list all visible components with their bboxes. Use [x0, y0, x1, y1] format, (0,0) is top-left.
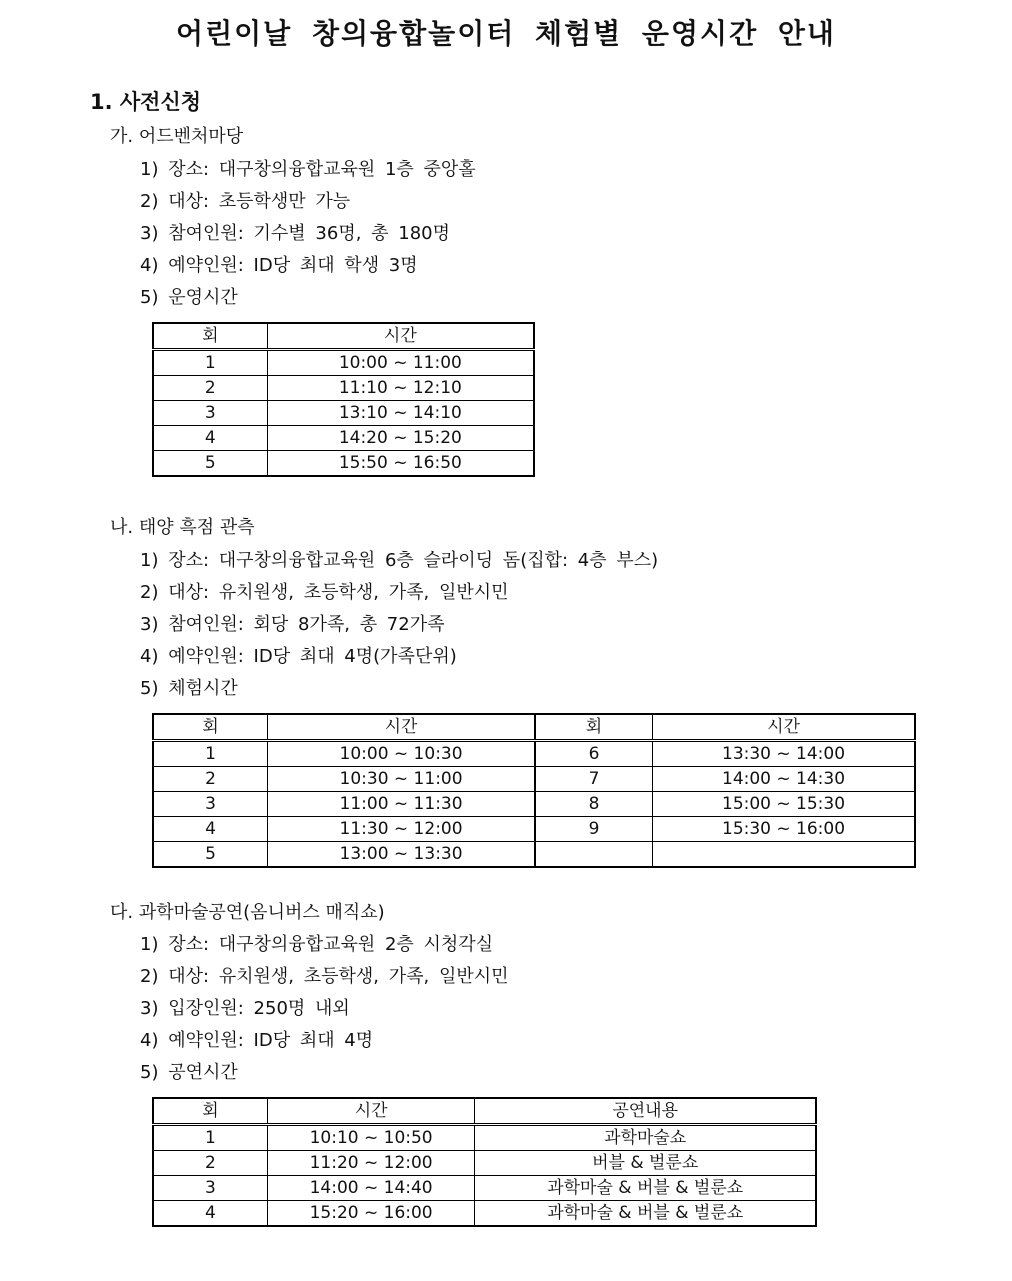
table-row — [153, 1176, 816, 1201]
table-cell: 과학마술 & 버블 & 벌룬쇼 — [475, 1176, 816, 1201]
header-cell: 시간 — [268, 714, 535, 741]
list-item: 1) 장소: 대구창의융합교육원 2층 시청각실 — [140, 934, 494, 955]
subsection-heading-adventure: 가. 어드벤처마당 — [110, 126, 244, 147]
header-cell: 회 — [153, 323, 267, 350]
table-cell: 1 — [153, 1125, 267, 1151]
page-title: 어린이날 창의융합놀이터 체험별 운영시간 안내 — [176, 17, 836, 50]
table-cell: 3 — [153, 1176, 267, 1201]
table-cell: 9 — [535, 817, 653, 842]
table-cell: 4 — [153, 817, 268, 842]
list-item: 3) 입장인원: 250명 내외 — [140, 998, 350, 1019]
table-row — [153, 1125, 816, 1151]
table-cell: 10:00 ~ 10:30 — [268, 741, 535, 767]
list-item: 5) 운영시간 — [140, 287, 238, 308]
list-item: 1) 장소: 대구창의융합교육원 6층 슬라이딩 돔(집합: 4층 부스) — [140, 550, 659, 571]
list-item: 1) 장소: 대구창의융합교육원 1층 중앙홀 — [140, 159, 476, 180]
table-row — [153, 1201, 816, 1227]
table-row — [153, 350, 534, 376]
schedule-table-sunspot — [152, 713, 916, 868]
table-cell: 14:00 ~ 14:40 — [267, 1176, 474, 1201]
table-row — [153, 842, 915, 868]
header-cell: 회 — [153, 714, 268, 741]
table-cell: 15:30 ~ 16:00 — [653, 817, 915, 842]
table-row — [153, 817, 915, 842]
table-cell: 11:30 ~ 12:00 — [268, 817, 535, 842]
table-cell: 7 — [535, 767, 653, 792]
table-cell: 14:20 ~ 15:20 — [267, 426, 534, 451]
table-row — [153, 426, 534, 451]
header-cell: 시간 — [267, 323, 534, 350]
subsection-heading-sunspot: 나. 태양 흑점 관측 — [110, 517, 255, 538]
table-row — [153, 451, 534, 477]
table-row — [153, 741, 915, 767]
table-cell: 과학마술쇼 — [475, 1125, 816, 1151]
list-item: 2) 대상: 유치원생, 초등학생, 가족, 일반시민 — [140, 582, 509, 603]
list-item: 3) 참여인원: 기수별 36명, 총 180명 — [140, 223, 451, 244]
list-item: 4) 예약인원: ID당 최대 4명 — [140, 1030, 374, 1051]
subsection-heading-magic-show: 다. 과학마술공연(옴니버스 매직쇼) — [110, 902, 385, 923]
table-cell: 3 — [153, 792, 268, 817]
table-cell: 10:10 ~ 10:50 — [267, 1125, 474, 1151]
list-item: 4) 예약인원: ID당 최대 학생 3명 — [140, 255, 418, 276]
table-header-row — [153, 1098, 816, 1125]
table-cell: 11:10 ~ 12:10 — [267, 376, 534, 401]
list-item: 2) 대상: 유치원생, 초등학생, 가족, 일반시민 — [140, 966, 509, 987]
table-cell: 8 — [535, 792, 653, 817]
list-item: 3) 참여인원: 회당 8가족, 총 72가족 — [140, 614, 445, 635]
table-cell: 15:20 ~ 16:00 — [267, 1201, 474, 1227]
header-cell: 시간 — [267, 1098, 474, 1125]
table-cell: 과학마술 & 버블 & 벌룬쇼 — [475, 1201, 816, 1227]
table-cell: 11:20 ~ 12:00 — [267, 1151, 474, 1176]
table-cell: 2 — [153, 376, 267, 401]
section-heading: 1. 사전신청 — [90, 90, 202, 114]
table-cell — [535, 842, 653, 868]
table-cell: 2 — [153, 1151, 267, 1176]
table-cell: 10:30 ~ 11:00 — [268, 767, 535, 792]
table-cell: 2 — [153, 767, 268, 792]
table-row — [153, 1151, 816, 1176]
table-header-row — [153, 714, 915, 741]
header-cell: 시간 — [653, 714, 915, 741]
list-item: 5) 체험시간 — [140, 678, 238, 699]
table-cell: 13:00 ~ 13:30 — [268, 842, 535, 868]
table-row — [153, 376, 534, 401]
header-cell: 공연내용 — [475, 1098, 816, 1125]
table-cell: 14:00 ~ 14:30 — [653, 767, 915, 792]
list-item: 2) 대상: 초등학생만 가능 — [140, 191, 351, 212]
table-cell: 1 — [153, 741, 268, 767]
table-cell: 11:00 ~ 11:30 — [268, 792, 535, 817]
table-cell: 4 — [153, 1201, 267, 1227]
schedule-table-adventure — [152, 322, 535, 477]
table-row — [153, 401, 534, 426]
table-cell: 버블 & 벌룬쇼 — [475, 1151, 816, 1176]
table-cell: 5 — [153, 451, 267, 477]
header-cell: 회 — [535, 714, 653, 741]
header-cell: 회 — [153, 1098, 267, 1125]
table-cell: 15:00 ~ 15:30 — [653, 792, 915, 817]
table-cell — [653, 842, 915, 868]
table-cell: 4 — [153, 426, 267, 451]
table-cell: 15:50 ~ 16:50 — [267, 451, 534, 477]
list-item: 4) 예약인원: ID당 최대 4명(가족단위) — [140, 646, 457, 667]
table-cell: 6 — [535, 741, 653, 767]
table-cell: 3 — [153, 401, 267, 426]
table-cell: 10:00 ~ 11:00 — [267, 350, 534, 376]
table-cell: 13:30 ~ 14:00 — [653, 741, 915, 767]
list-item: 5) 공연시간 — [140, 1062, 238, 1083]
schedule-table-magic-show — [152, 1097, 817, 1227]
table-cell: 1 — [153, 350, 267, 376]
table-header-row — [153, 323, 534, 350]
table-cell: 5 — [153, 842, 268, 868]
table-row — [153, 767, 915, 792]
table-cell: 13:10 ~ 14:10 — [267, 401, 534, 426]
table-row — [153, 792, 915, 817]
